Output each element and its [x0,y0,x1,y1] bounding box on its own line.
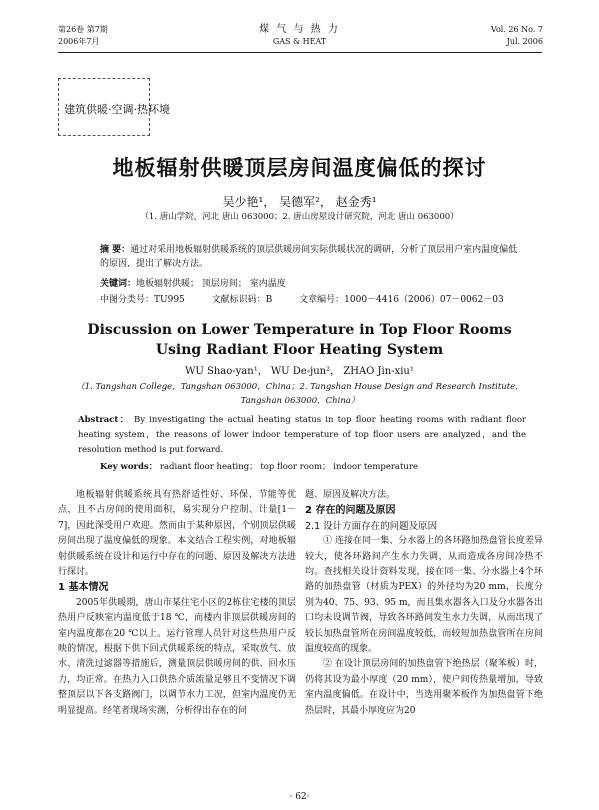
volume-issue-en: Vol. 26 No. 7 [490,25,543,34]
journal-name-cn: 煤 气 与 热 力 [259,24,340,35]
body-paragraph: 2005年供暖期，唐山市某住宅小区的2栋住宅楼的顶层热用户反映室内温度低于18 ℃，而楼内非顶层供暖房间的室内温度都在20 ℃以上。运行管理人员针对这些热用户反映的情况，根据下供下回式供暖系统的特点，采取放气、放水、清洗过滤器等措施后，测量顶层供暖房间的供、回水压力，均正常。在热力入口供热介质流量足够且不变情况下调整顶层以下各支路阀门，以调节水力工况，但室内温度仍无明显提高。经笔者现场实测，分析得出存在的问 [58,597,296,716]
authors-cn: 吴少艳¹， 吴德军²， 赵金秀¹ [222,195,377,209]
keywords-en-text: radiant floor heating； top floor room； indoor temperature [159,462,418,472]
authors-en: WU Shao-yan¹， WU De-jun²， ZHAO Jin-xiu¹ [185,366,414,377]
document-code: 文献标识码：B [211,295,273,305]
column-label: 建筑供暖·空调·热环境 [64,103,170,116]
journal-name-en: GAS & HEAT [272,37,327,46]
date-cn: 2006年7月 [58,37,100,46]
abstract-en-label: Abstract： [78,415,130,425]
body-paragraph: 地板辐射供暖系统具有热舒适性好、环保、节能等优点，且不占房间的使用面积，易实现分户控制、计量[1－7]，因此深受用户欢迎。然而由于某种原因，个别顶层供暖房间出现了温度偏低的现象。本文结合工程实例，对地板辐射供暖系统在设计和运行中存在的问题、原因及解决方法进行探讨。 [58,490,296,578]
body-paragraph: ① 连接在同一集、分水器上的各环路加热盘管长度差异较大，使各环路间产生水力失调，从而造成各房间冷热不均。查找相关设计资料发现，接在同一集、分水器上4个环路的加热盘管（材质为PEX）的外径均为20 mm，长度分别为40、75、93、95 m，而且集水器各入口及分水器各出口均未设调节阀，导致各环路间发生水力失调，从而出现了较长加热盘管所在房间温度较低，而较短加热盘管所在房间温度较高的现象。 [305,536,543,655]
affiliations-en [70,380,530,408]
abstract-cn [100,243,520,271]
abstract-cn-label: 摘 要： [100,245,131,255]
body-paragraph: 题、原因及解决方法。 [305,490,396,500]
paper-title-en [0,320,599,360]
keywords-and-classification-cn [100,276,530,308]
abstract-cn-text: 通过对采用地板辐射供暖系统的顶层供暖房间实际供暖状况的调研，分析了顶层用户室内温度偏低的原因，提出了解决方法。 [100,245,518,269]
page-number: · 62· [289,792,310,802]
keywords-en [100,460,418,472]
affiliations-cn: （1. 唐山学院，河北 唐山 063000；2. 唐山房屋设计研究院，河北 唐山 063000） [140,212,459,222]
abstract-en-text: By investigating the actual heating status in top floor heating rooms with radiant floor heating system，the reasons of lower indoor temperature of top floor users are analyzed，and the resolution method is put forward. [78,415,526,455]
keywords-en-label: Key words： [100,462,158,472]
keywords-cn-text: 地板辐射供暖； 顶层房间； 室内温度 [136,279,286,289]
body-paragraph: ② 在设计顶层房间的加热盘管下绝热层（聚苯板）时，仍将其设为最小厚度（20 mm），使户间传热量增加，导致室内温度偏低。在设计中，当选用聚苯板作为加热盘管下绝热层时，其最小厚度应为20 [305,659,543,716]
subsection-heading: 2.1 设计方面存在的问题及原因 [305,520,438,532]
paper-title-en-line2: Using Radiant Floor Heating System [155,342,444,358]
header-rule [58,52,542,53]
affiliations-en-line1: （1. Tangshan College，Tangshan 063000，China；2. Tangshan House Design and Research Institute， [76,382,524,392]
keywords-cn-label: 关键词： [100,279,137,289]
abstract-en [78,413,526,458]
body-column-right [305,488,543,719]
article-number: 文章编号：1000－4416（2006）07－0062－03 [299,295,504,305]
running-header-right [491,24,543,48]
section-heading: 2 存在的问题及原因 [305,505,396,517]
volume-issue-cn: 第26卷 第7期 [58,25,108,34]
paper-title-en-line1: Discussion on Lower Temperature in Top Floor Rooms [87,322,512,338]
affiliations-en-line2: Tangshan 063000，China） [240,396,360,406]
body-column-left [58,488,296,719]
clc-number: 中图分类号：TU995 [100,295,185,305]
section-heading: 1 基本情况 [58,582,109,594]
paper-title-cn: 地板辐射供暖顶层房间温度偏低的探讨 [112,156,487,180]
date-en: Jul. 2006 [506,37,543,46]
